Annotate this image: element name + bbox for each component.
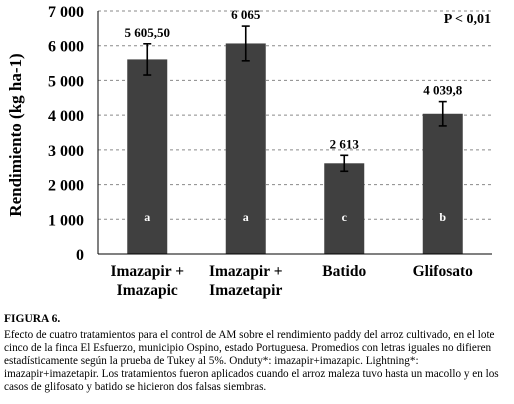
data-label: 6 065 (231, 7, 261, 23)
data-label: 5 605,50 (124, 24, 170, 40)
data-label: 2 613 (329, 136, 359, 152)
significance-letter: a (144, 210, 151, 225)
figure-caption: Efecto de cuatro tratamientos para el control de AM sobre el rendimiento paddy del arroz cultivado, en el lote cinco de la finca El Esfuerzo, municipio Ospino, estado Portuguesa. Promedios con letras iguales no difieren estadísticamente según la prueba de Tukey al 5%. Onduty*: imazapir+imazapic. Lightning*: imazapir+imazetapir. Los tratamientos fueron aplicados cuando el arroz maleza tuvo hasta un macollo y en los casos de glifosato y batido se hicieron dos falsas siembras. (4, 329, 499, 393)
significance-letter: c (341, 210, 347, 225)
bar (127, 59, 167, 254)
x-tick-label: Imazapic (116, 282, 178, 299)
significance-letter: b (439, 210, 447, 225)
figure-label: FIGURA 6. (4, 313, 61, 325)
y-tick-label: 3 000 (48, 142, 84, 160)
bar (324, 163, 364, 254)
y-tick-label: 4 000 (48, 108, 84, 126)
bars (125, 7, 463, 254)
x-tick-label: Imazapir + (110, 263, 185, 280)
p-value-annotation: P < 0,01 (443, 12, 491, 27)
x-tick-label: Glifosato (412, 263, 473, 280)
y-tick-label: 1 000 (48, 212, 84, 230)
bar (423, 114, 463, 254)
y-tick-label: 6 000 (48, 38, 84, 56)
data-label: 4 039,8 (423, 82, 463, 98)
y-tick-label: 2 000 (48, 177, 84, 195)
y-tick-label: 5 000 (48, 73, 84, 91)
x-tick-label: Imazetapir (209, 282, 283, 299)
y-tick-label: 7 000 (48, 4, 84, 21)
y-tick-label: 0 (76, 247, 84, 264)
x-tick-label: Imazapir + (208, 263, 283, 280)
x-tick-label: Batido (322, 263, 367, 280)
significance-letter: a (242, 210, 249, 225)
y-axis-title: Rendimiento (kg ha-1) (6, 53, 25, 217)
